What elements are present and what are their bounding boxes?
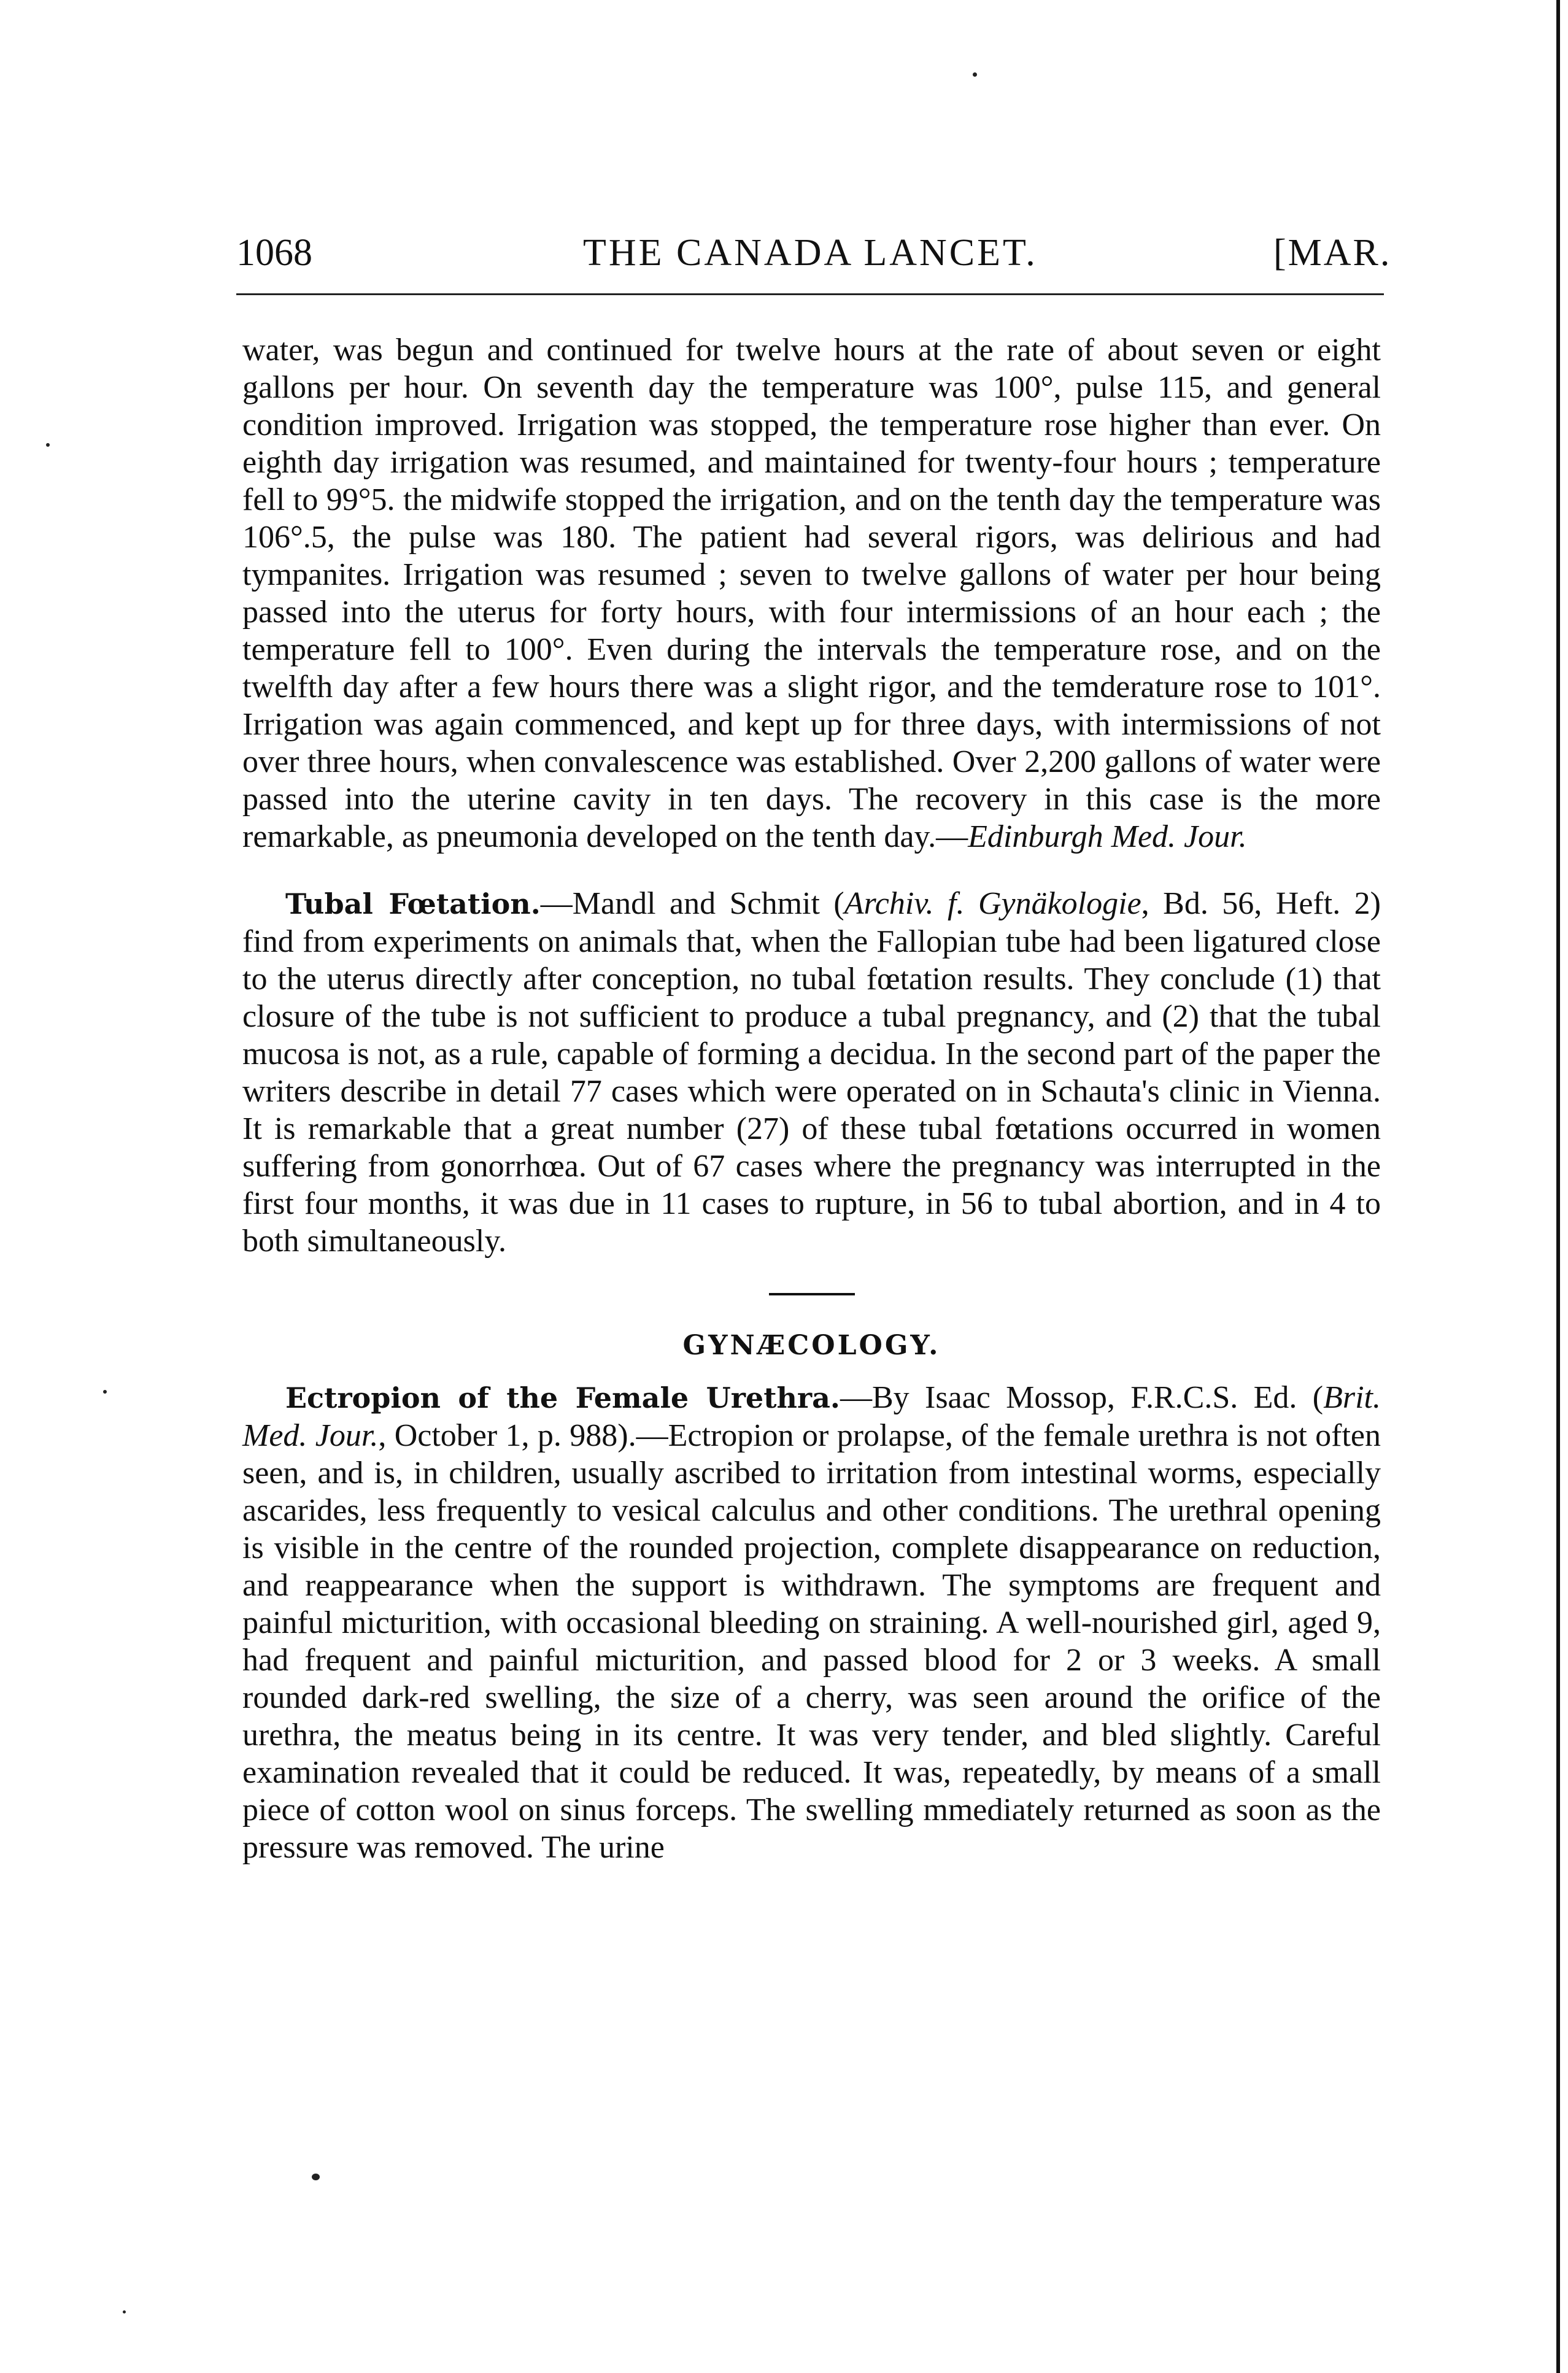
article-heading: Ectropion of the Female Urethra. [285, 1381, 840, 1414]
section-divider [769, 1293, 855, 1295]
article-tubal-foetation [242, 885, 1381, 1260]
journal-citation: Brit. Med. Jour. [242, 1380, 1381, 1453]
running-title: THE CANADA LANCET. [583, 232, 1038, 274]
text-column [242, 331, 1381, 1866]
page-edge-border [1556, 0, 1560, 2373]
article-text: , October 1, p. 988).—Ectropion or prolapse, of the female urethra is not often seen, and is, in children, usually ascribed to irritation from intestinal worms, especially ascarides, less frequently to vesical calculus and other conditions. The urethral opening is visible in the centre of the rounded projection, complete disappearance on reduction, and reappearance when the support is withdrawn. The symptoms are frequent and painful micturition, with occasional bleeding on straining. A well-nourished girl, aged 9, had frequent and painful micturition, and passed blood for 2 or 3 weeks. A small rounded dark-red swelling, the size of a cherry, was seen around the orifice of the urethra, the meatus being in its centre. It was very tender, and bled slightly. Careful examination revealed that it could be reduced. It was, repeatedly, by means of a small piece of cotton wool on sinus forceps. The swelling mmediately returned as soon as the pressure was removed. The urine [242, 1418, 1381, 1865]
continued-paragraph [242, 331, 1381, 855]
running-header [236, 222, 1392, 284]
page-number: 1068 [236, 232, 312, 274]
margin-speck [123, 2310, 126, 2313]
spacer [242, 855, 1381, 885]
section-heading: GYNÆCOLOGY. [682, 1330, 941, 1361]
article-ectropion [242, 1379, 1381, 1866]
source-citation: Edinburgh Med. Jour. [968, 819, 1247, 854]
article-authors: —Mandl and Schmit ( [540, 886, 844, 921]
margin-speck [46, 443, 50, 447]
paragraph-text: water, was begun and continued for twelve hours at the rate of about seven or eight gallons per hour. On seventh day the temperature was 100°, pulse 115, and general condition improved. Irrigation was stopped, the temperature rose higher than ever. On eighth day irrigation was resumed, and maintained for twenty-four hours ; temperature fell to 99°5. the midwife stopped the irrigation, and on the tenth day the temperature was 106°.5, the pulse was 180. The patient had several rigors, was delirious and had tympanites. Irrigation was resumed ; seven to twelve gallons of water per hour being passed into the uterus for forty hours, with four intermissions of an hour each ; the temperature fell to 100°. Even during the intervals the temperature rose, and on the twelfth day after a few hours there was a slight rigor, and the temderature rose to 101°. Irrigation was again commenced, and kept up for three days, with intermissions of not over three hours, when convalescence was established. Over 2,200 gallons of water were passed into the uterine cavity in ten days. The recovery in this case is the more remarkable, as pneumonia developed on the tenth day.— [242, 333, 1381, 854]
margin-speck [312, 2174, 320, 2180]
article-text: , Bd. 56, Heft. 2) find from experiments on animals that, when the Fallopian tube had been ligatured close to the uterus directly after conception, no tubal fœtation results. They conclude (1) that closure of the tube is not sufficient to produce a tubal pregnancy, and (2) that the tubal mucosa is not, as a rule, capable of forming a decidua. In the second part of the paper the writers describe in detail 77 cases which were operated on in Schauta's clinic in Vienna. It is remarkable that a great number (27) of these tubal fœtations occurred in women suffering from gonorrhœa. Out of 67 cases where the pregnancy was interrupted in the first four months, it was due in 11 cases to rupture, in 56 to tubal abortion, and in 4 to both simultaneously. [242, 886, 1381, 1259]
margin-speck [103, 1390, 107, 1394]
header-rule [236, 293, 1384, 295]
month-label: [MAR. [1273, 232, 1392, 274]
journal-citation: Archiv. f. Gynäkologie [844, 886, 1141, 921]
article-byline: —By Isaac Mossop, F.R.C.S. Ed. ( [840, 1380, 1324, 1415]
margin-speck [973, 72, 977, 77]
article-heading: Tubal Fœtation. [285, 887, 541, 920]
